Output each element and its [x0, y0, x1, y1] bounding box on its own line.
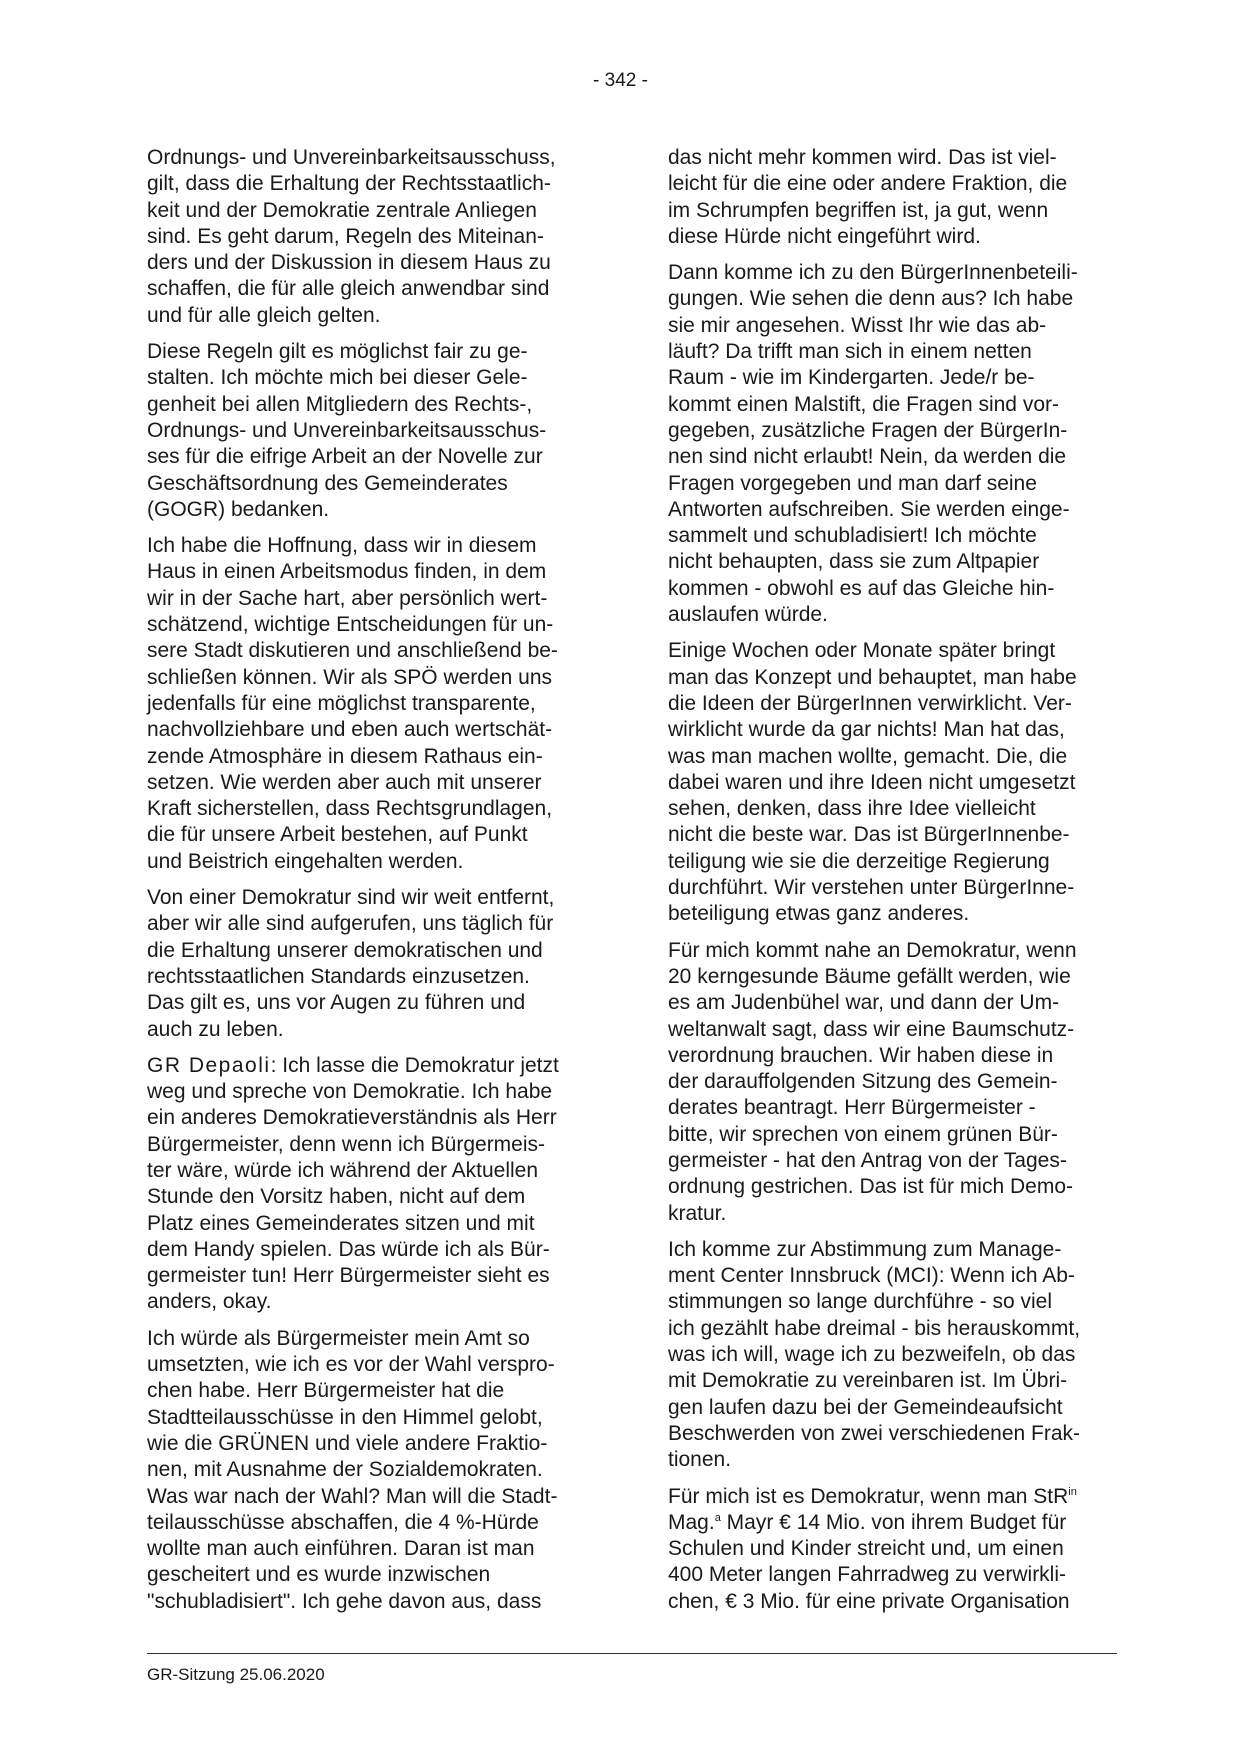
text-line: Das gilt es, uns vor Augen zu führen und: [147, 991, 526, 1015]
text-line: ment Center Innsbruck (MCI): Wenn ich Ab-: [668, 1264, 1075, 1288]
text-line: Antworten aufschreiben. Sie werden einge-: [668, 497, 1070, 521]
text-line: Ich habe die Hoffnung, dass wir in diesem: [147, 534, 537, 558]
paragraph: [147, 533, 595, 875]
text-line: ter wäre, würde ich während der Aktuellen: [147, 1158, 539, 1182]
text-line: derates beantragt. Herr Bürgermeister -: [668, 1096, 1036, 1120]
text-line: die Erhaltung unserer demokratischen und: [147, 938, 543, 962]
superscript: a: [714, 1511, 721, 1524]
text-line: im Schrumpfen begriffen ist, ja gut, wenn: [668, 198, 1049, 222]
text-line: kratur.: [668, 1201, 727, 1225]
text-line: wir in der Sache hart, aber persönlich wert-: [147, 586, 548, 610]
text-line: sie mir angesehen. Wisst Ihr wie das ab-: [668, 313, 1047, 337]
text-line: kommen - obwohl es auf das Gleiche hin-: [668, 576, 1055, 600]
text-line: läuft? Da trifft man sich in einem netten: [668, 340, 1032, 364]
text-line: Stunde den Vorsitz haben, nicht auf dem: [147, 1185, 526, 1209]
text-line: [668, 1484, 1116, 1510]
text-line: Raum - wie im Kindergarten. Jede/r be-: [668, 366, 1035, 390]
text-line: auslaufen würde.: [668, 603, 828, 627]
text-line: ordnung gestrichen. Das ist für mich Demo-: [668, 1175, 1073, 1199]
text-line: Bürgermeister, denn wenn ich Bürgermeis-: [147, 1132, 546, 1156]
text-line: Diese Regeln gilt es möglichst fair zu ge-: [147, 340, 528, 364]
text-line: Von einer Demokratur sind wir weit entfernt,: [147, 886, 555, 910]
paragraph: [668, 1484, 1116, 1615]
text-line: wie die GRÜNEN und viele andere Fraktio-: [147, 1431, 548, 1455]
text-line: schließen können. Wir als SPÖ werden uns: [147, 665, 553, 689]
text-line: Kraft sicherstellen, dass Rechtsgrundlagen,: [147, 797, 553, 821]
text-line: sehen, denken, dass ihre Idee vielleicht: [668, 797, 1036, 821]
text-line: leicht für die eine oder andere Fraktion, die: [668, 172, 1068, 196]
text-line: beteiligung etwas ganz anderes.: [668, 902, 970, 926]
text-line: der darauffolgenden Sitzung des Gemein-: [668, 1070, 1058, 1094]
text-line: was ich will, wage ich zu bezweifeln, ob das: [668, 1343, 1076, 1367]
speaker-name: GR Depaoli: [147, 1053, 271, 1077]
text-line: zende Atmosphäre in diesem Rathaus ein-: [147, 744, 543, 768]
text-line: ders und der Diskussion in diesem Haus zu: [147, 251, 551, 275]
text-line: Platz eines Gemeinderates sitzen und mit: [147, 1211, 535, 1235]
text-line: umsetzten, wie ich es vor der Wahl verspro-: [147, 1353, 555, 1377]
paragraph: [147, 885, 595, 1043]
text-line: die Ideen der BürgerInnen verwirklicht. Ver-: [668, 691, 1072, 715]
text-line: Dann komme ich zu den BürgerInnenbeteili-: [668, 261, 1078, 285]
text-line: Ordnungs- und Unvereinbarkeitsausschuss,: [147, 146, 556, 169]
text-line: es am Judenbühel war, und dann der Um-: [668, 991, 1060, 1015]
text-line: Ich würde als Bürgermeister mein Amt so: [147, 1326, 530, 1350]
text-line: teiligung wie sie die derzeitige Regierung: [668, 849, 1050, 873]
text-line: aber wir alle sind aufgerufen, uns täglich für: [147, 912, 554, 936]
text-line: kommt einen Malstift, die Fragen sind vor-: [668, 392, 1059, 416]
text-line: [147, 1053, 595, 1079]
text-line: gescheitert und es wurde inzwischen: [147, 1563, 491, 1587]
right-column: [668, 145, 1116, 1625]
text-line: die für unsere Arbeit bestehen, auf Punkt: [147, 823, 528, 847]
text-line: man das Konzept und behauptet, man habe: [668, 665, 1077, 689]
text-line: nicht die beste war. Das ist BürgerInnenbe-: [668, 823, 1070, 847]
text-line: sind. Es geht darum, Regeln des Miteinan-: [147, 224, 544, 248]
superscript: in: [1068, 1485, 1077, 1498]
text-line: Einige Wochen oder Monate später bringt: [668, 639, 1056, 663]
text-line: germeister tun! Herr Bürgermeister sieht es: [147, 1264, 550, 1288]
text-line: teilausschüsse abschaffen, die 4 %-Hürde: [147, 1510, 539, 1534]
text-line: durchführt. Wir verstehen unter BürgerInne-: [668, 876, 1075, 900]
text-line: chen habe. Herr Bürgermeister hat die: [147, 1379, 505, 1403]
text-line: ich gezählt habe dreimal - bis herauskommt,: [668, 1316, 1081, 1340]
text-line: Beschwerden von zwei verschiedenen Frak-: [668, 1421, 1081, 1445]
text-line: weltanwalt sagt, dass wir eine Baumschutz-: [668, 1017, 1075, 1041]
text-line: 400 Meter langen Fahrradweg zu verwirkli-: [668, 1563, 1067, 1587]
text-line: stimmungen so lange durchführe - so viel: [668, 1290, 1053, 1314]
text-line: tionen.: [668, 1448, 732, 1472]
footer-session-date: GR-Sitzung 25.06.2020: [147, 1665, 325, 1684]
text-line: setzen. Wie werden aber auch mit unserer: [147, 770, 542, 794]
paragraph: [147, 145, 595, 329]
text-line: ein anderes Demokratieverständnis als Herr: [147, 1106, 557, 1130]
text-line: nicht behaupten, dass sie zum Altpapier: [668, 550, 1040, 574]
text-line: ses für die eifrige Arbeit an der Novelle zur: [147, 445, 543, 469]
text-fragment: Mag.: [668, 1510, 715, 1534]
text-line: "schubladisiert". Ich gehe davon aus, dass: [147, 1589, 542, 1613]
text-line: Für mich kommt nahe an Demokratur, wenn: [668, 938, 1077, 962]
text-line: diese Hürde nicht eingeführt wird.: [668, 224, 981, 248]
text-line: keit und der Demokratie zentrale Anliegen: [147, 198, 537, 222]
text-line: gegeben, zusätzliche Fragen der BürgerIn-: [668, 418, 1068, 442]
text-line: was man machen wollte, gemacht. Die, die: [668, 744, 1068, 768]
text-line: gen laufen dazu bei der Gemeindeaufsicht: [668, 1395, 1063, 1419]
text-line: Was war nach der Wahl? Man will die Stadt-: [147, 1484, 558, 1508]
paragraph: [668, 938, 1116, 1227]
text-line: mit Demokratie zu vereinbaren ist. Im Übri-: [668, 1369, 1068, 1393]
text-line: rechtsstaatlichen Standards einzusetzen.: [147, 964, 530, 988]
text-line: (GOGR) bedanken.: [147, 497, 330, 521]
text-fragment: Für mich ist es Demokratur, wenn man StR: [668, 1484, 1069, 1508]
text-line: und Beistrich eingehalten werden.: [147, 849, 464, 873]
paragraph: [668, 638, 1116, 927]
text-line: weg und spreche von Demokratie. Ich habe: [147, 1080, 553, 1104]
text-line: das nicht mehr kommen wird. Das ist viel-: [668, 146, 1057, 169]
text-line: verordnung brauchen. Wir haben diese in: [668, 1043, 1054, 1067]
paragraph: [668, 1237, 1116, 1474]
text-line: wollte man auch einführen. Daran ist man: [147, 1537, 535, 1561]
text-line: [668, 1510, 1116, 1536]
text-line: sere Stadt diskutieren und anschließend be-: [147, 639, 558, 663]
text-line: bitte, wir sprechen von einem grünen Bür-: [668, 1122, 1058, 1146]
text-fragment: Mayr € 14 Mio. von ihrem Budget für: [720, 1510, 1067, 1534]
text-line: nen sind nicht erlaubt! Nein, da werden die: [668, 445, 1067, 469]
paragraph: [147, 1053, 595, 1316]
text-line: gilt, dass die Erhaltung der Rechtsstaatlich-: [147, 172, 551, 196]
left-column: [147, 145, 595, 1625]
text-line: dem Handy spielen. Das würde ich als Bür-: [147, 1237, 550, 1261]
text-line: anders, okay.: [147, 1290, 272, 1314]
text-line: schaffen, die für alle gleich anwendbar sind: [147, 277, 550, 301]
text-line: und für alle gleich gelten.: [147, 303, 381, 327]
paragraph: [147, 339, 595, 523]
footer-divider: [147, 1653, 1117, 1654]
paragraph: [668, 145, 1116, 250]
text-line: wirklicht wurde da gar nichts! Man hat das,: [668, 718, 1065, 742]
paragraph: [668, 260, 1116, 628]
paragraph: [147, 1326, 595, 1615]
text-line: Ich komme zur Abstimmung zum Manage-: [668, 1237, 1062, 1261]
text-fragment: : Ich lasse die Demokratur jetzt: [270, 1053, 559, 1077]
text-line: nen, mit Ausnahme der Sozialdemokraten.: [147, 1458, 543, 1482]
text-line: genheit bei allen Mitgliedern des Rechts-,: [147, 392, 533, 416]
text-line: Haus in einen Arbeitsmodus finden, in dem: [147, 560, 547, 584]
text-line: sammelt und schubladisiert! Ich möchte: [668, 524, 1037, 548]
text-line: schätzend, wichtige Entscheidungen für un-: [147, 613, 554, 637]
text-line: jedenfalls für eine möglichst transparente,: [147, 691, 536, 715]
text-line: stalten. Ich möchte mich bei dieser Gele-: [147, 366, 528, 390]
text-line: Ordnungs- und Unvereinbarkeitsausschus-: [147, 418, 547, 442]
text-line: Schulen und Kinder streicht und, um einen: [668, 1537, 1064, 1561]
text-line: germeister - hat den Antrag von der Tages-: [668, 1148, 1067, 1172]
text-line: chen, € 3 Mio. für eine private Organisation: [668, 1589, 1070, 1613]
page-number: - 342 -: [593, 70, 648, 91]
text-line: gungen. Wie sehen die denn aus? Ich habe: [668, 287, 1074, 311]
text-line: auch zu leben.: [147, 1017, 284, 1041]
text-line: Fragen vorgegeben und man darf seine: [668, 471, 1037, 495]
text-line: Geschäftsordnung des Gemeinderates: [147, 471, 508, 495]
text-line: Stadtteilausschüsse in den Himmel gelobt,: [147, 1405, 543, 1429]
text-line: dabei waren und ihre Ideen nicht umgesetzt: [668, 770, 1076, 794]
text-line: 20 kerngesunde Bäume gefällt werden, wie: [668, 964, 1071, 988]
text-line: nachvollziehbare und eben auch wertschät-: [147, 718, 553, 742]
